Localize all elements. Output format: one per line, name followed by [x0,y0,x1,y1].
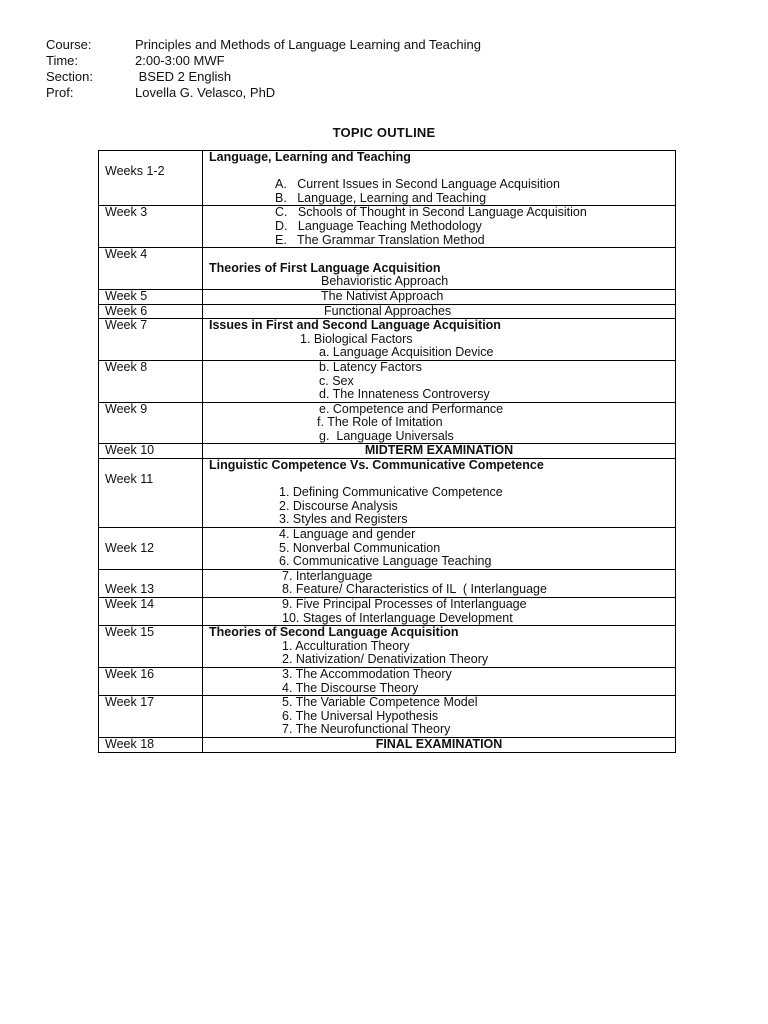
topic-line: 6. The Universal Hypothesis [282,708,439,723]
week-cell: Week 8 [99,360,203,402]
topic-cell [203,289,676,304]
outline-row [99,248,676,290]
outline-row [99,151,676,206]
topic-line: 3. Styles and Registers [279,512,408,527]
topic-line: d. The Innateness Controversy [319,387,490,402]
topic-line: 7. The Neurofunctional Theory [282,722,451,737]
topic-outline-table [98,150,676,753]
section-value: BSED 2 English [135,69,232,84]
week-cell: Week 5 [99,289,203,304]
topic-cell [203,360,676,402]
topic-line: 9. Five Principal Processes of Interlanguage [282,597,527,611]
prof-value: Lovella G. Velasco, PhD [135,85,276,100]
topic-cell [203,151,676,206]
week-cell: Week 16 [99,667,203,695]
topic-line: The Nativist Approach [321,288,444,303]
prof-label: Prof: [46,85,74,100]
course-label: Course: [46,37,92,52]
topic-line: f. The Role of Imitation [317,415,443,430]
section-row [46,69,481,85]
outline-row [99,737,676,752]
topic-outline-body [99,151,676,753]
week-cell: Week 3 [99,206,203,248]
topic-cell [203,667,676,695]
week-cell: Week 13 [99,569,203,597]
week-cell: Week 18 [99,737,203,752]
outline-row [99,459,676,528]
topic-line: 1. Acculturation Theory [282,638,410,653]
section-heading: Theories of Second Language Acquisition [209,625,459,640]
topic-line: 10. Stages of Interlanguage Development [282,610,513,625]
topic-cell [203,459,676,528]
topic-line: E. The Grammar Translation Method [275,232,485,247]
outline-row [99,360,676,402]
topic-cell [203,206,676,248]
week-cell: Week 14 [99,598,203,626]
topic-line: 1. Defining Communicative Competence [279,485,503,500]
course-value: Principles and Methods of Language Learning and Teaching [135,37,481,52]
topic-line: 1. Biological Factors [300,331,413,346]
time-label: Time: [46,53,79,68]
topic-line: Behavioristic Approach [321,274,449,289]
topic-line: c. Sex [319,373,354,388]
outline-row [99,402,676,444]
topic-line: 6. Communicative Language Teaching [279,554,492,569]
outline-row [99,289,676,304]
week-cell: Week 12 [99,528,203,570]
topic-line: D. Language Teaching Methodology [275,218,482,233]
topic-cell [203,737,676,752]
topic-line: 4. The Discourse Theory [282,680,419,695]
week-cell: Week 15 [99,626,203,668]
topic-cell [203,598,676,626]
time-value: 2:00-3:00 MWF [135,53,225,68]
topic-line [203,165,675,179]
topic-line: 3. The Accommodation Theory [282,666,452,681]
topic-line: Functional Approaches [324,303,452,318]
outline-row [99,626,676,668]
outline-row [99,319,676,361]
section-heading: Linguistic Competence Vs. Communicative Competence [209,458,544,473]
topic-cell [203,444,676,459]
week-cell: Week 9 [99,402,203,444]
topic-line: 5. Nonverbal Communication [279,540,441,555]
outline-row [99,206,676,248]
week-cell: Week 11 [99,459,203,528]
week-cell: Week 4 [99,248,203,290]
week-cell: Weeks 1-2 [99,151,203,206]
prof-row [46,85,481,101]
topic-line: 5. The Variable Competence Model [282,695,478,710]
topic-cell [203,319,676,361]
topic-cell [203,304,676,319]
topic-line: a. Language Acquisition Device [319,345,494,360]
topic-line: 2. Discourse Analysis [279,498,398,513]
page-title: TOPIC OUTLINE [332,125,436,140]
topic-line: 7. Interlanguage [282,568,373,583]
week-cell: Week 6 [99,304,203,319]
topic-line: A. Current Issues in Second Language Acquisition [275,177,560,192]
topic-cell [203,626,676,668]
outline-row [99,528,676,570]
outline-row [99,304,676,319]
topic-line: 4. Language and gender [279,527,416,542]
exam-label: FINAL EXAMINATION [375,736,503,751]
section-heading: Theories of First Language Acquisition [209,260,441,275]
topic-line [203,248,675,262]
topic-cell [203,402,676,444]
outline-row [99,569,676,597]
section-heading: Issues in First and Second Language Acquisition [209,318,501,333]
topic-line: b. Latency Factors [319,359,422,374]
topic-line: e. Competence and Performance [319,401,504,416]
course-row [46,37,481,53]
outline-row [99,667,676,695]
time-row [46,53,481,69]
week-cell: Week 17 [99,696,203,738]
week-cell: Week 7 [99,319,203,361]
outline-row [99,444,676,459]
week-cell: Week 10 [99,444,203,459]
topic-line [203,473,675,487]
topic-cell [203,528,676,570]
topic-cell [203,248,676,290]
outline-row [99,696,676,738]
topic-cell [203,569,676,597]
topic-line: C. Schools of Thought in Second Language Acquisition [275,205,587,220]
topic-line: 8. Feature/ Characteristics of IL ( Interlanguage [282,582,547,597]
section-label: Section: [46,69,93,84]
topic-line: 2. Nativization/ Denativization Theory [282,652,489,667]
exam-label: MIDTERM EXAMINATION [364,443,514,458]
topic-line: B. Language, Learning and Teaching [275,190,487,205]
outline-row [99,598,676,626]
topic-line: g. Language Universals [319,428,454,443]
course-header [46,37,481,101]
section-heading: Language, Learning and Teaching [209,150,411,164]
topic-cell [203,696,676,738]
